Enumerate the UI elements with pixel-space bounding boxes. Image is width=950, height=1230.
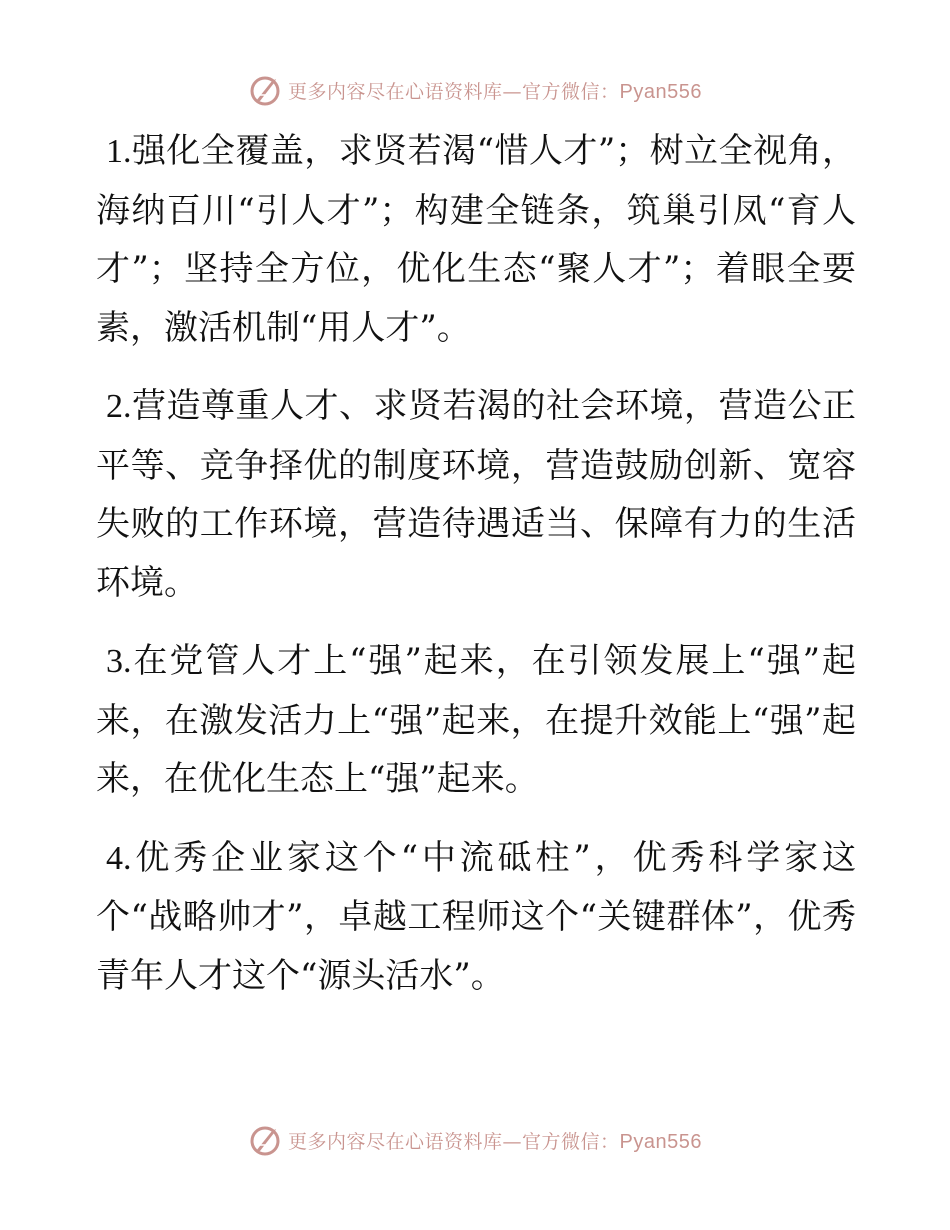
quill-pen-logo-icon bbox=[248, 73, 282, 107]
paragraph-text: 强化全覆盖，求贤若渴“惜人才”；树立全视角，海纳百川“引人才”；构建全链条，筑巢引凤“育人才”；坚持全方位，优化生态“聚人才”；着眼全要素，激活机制“用人才”。 bbox=[96, 131, 856, 348]
document-body bbox=[96, 122, 856, 1025]
watermark-label: 更多内容尽在心语资料库—官方微信： bbox=[288, 1130, 620, 1153]
watermark-label: 更多内容尽在心语资料库—官方微信： bbox=[288, 80, 620, 103]
watermark-wechat-id: Pyan556 bbox=[619, 80, 702, 103]
paragraph-3 bbox=[96, 632, 856, 809]
paragraph-number: 1. bbox=[106, 133, 132, 170]
footer-watermark bbox=[0, 1120, 950, 1160]
paragraph-number: 2. bbox=[106, 388, 132, 425]
watermark-wechat-id: Pyan556 bbox=[619, 1130, 702, 1153]
paragraph-number: 4. bbox=[106, 839, 132, 877]
paragraph-text: 优秀企业家这个“中流砥柱”，优秀科学家这个“战略帅才”，卓越工程师这个“关键群体”，优秀青年人才这个“源头活水”。 bbox=[96, 837, 856, 996]
paragraph-number: 3. bbox=[106, 643, 132, 680]
quill-pen-logo-icon bbox=[248, 1123, 282, 1157]
paragraph-2 bbox=[96, 377, 856, 612]
watermark-text bbox=[288, 77, 702, 104]
header-watermark bbox=[0, 70, 950, 110]
paragraph-text: 在党管人才上“强”起来，在引领发展上“强”起来，在激发活力上“强”起来，在提升效能上“强”起来，在优化生态上“强”起来。 bbox=[96, 641, 856, 799]
paragraph-4 bbox=[96, 829, 856, 1006]
paragraph-1 bbox=[96, 122, 856, 357]
watermark-text bbox=[288, 1127, 702, 1154]
paragraph-text: 营造尊重人才、求贤若渴的社会环境，营造公正平等、竞争择优的制度环境，营造鼓励创新、宽容失败的工作环境，营造待遇适当、保障有力的生活环境。 bbox=[96, 386, 856, 603]
